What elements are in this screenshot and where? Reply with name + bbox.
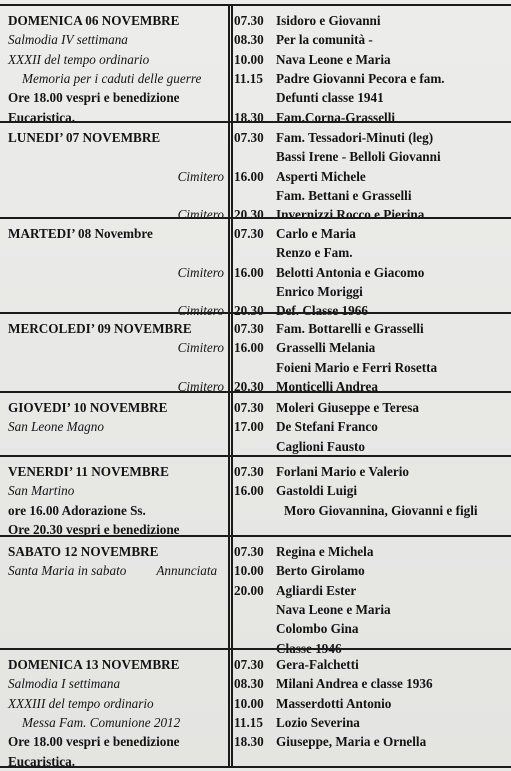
mass-intention: Enrico Moriggi [276,283,363,299]
day-header: MERCOLEDI’ 09 NOVEMBRE [8,321,192,336]
day-note-text: Eucaristica. [8,753,76,769]
day-note-text: Salmodia I settimana [8,676,121,692]
day-note-suffix: Annunciata [156,563,218,579]
mass-row [0,675,511,693]
mass-intention: Carlo e Maria [276,226,356,241]
mass-intention: Padre Giovanni Pecora e fam. [276,70,445,86]
mass-time: 10.00 [234,695,264,711]
mass-intention: Foieni Mario e Ferri Rosetta [276,359,438,375]
mass-intention: Classe 1946 [276,640,342,656]
mass-row [0,733,511,751]
mass-time: 07.30 [234,400,264,415]
mass-row [0,399,511,417]
day-note-text: San Martino [8,483,75,499]
day-block [0,391,511,457]
mass-row [0,656,511,674]
mass-row [0,12,511,30]
mass-intention: Regina e Michela [276,544,374,559]
mass-intention: Fam. Tessadori-Minuti (leg) [276,130,434,145]
mass-row [0,70,511,88]
mass-time: 20.30 [234,303,264,319]
mass-row [0,168,511,186]
mass-intention: Forlani Mario e Valerio [276,464,409,479]
mass-time: 18.30 [234,734,264,750]
day-note-text: Santa Maria in sabato [8,563,127,579]
mass-row [0,502,511,520]
mass-row [0,339,511,357]
mass-time: 07.30 [234,657,264,672]
mass-row [0,359,511,377]
mass-row [0,148,511,166]
mass-row [0,51,511,69]
mass-time: 16.00 [234,264,264,280]
mass-intention: De Stefani Franco [276,419,378,435]
day-note-text: San Leone Magno [8,419,104,435]
mass-intention: Colombo Gina [276,621,359,637]
mass-time: 08.30 [234,676,264,692]
mass-intention: Nava Leone e Maria [276,51,391,67]
day-header: MARTEDI’ 08 Novembre [8,226,153,241]
mass-time: 08.30 [234,32,264,48]
mass-row [0,31,511,49]
cemetery-label: Cimitero [177,168,224,184]
mass-intention: Gera-Falchetti [276,657,359,672]
mass-time: 20.00 [234,582,264,598]
mass-time: 16.00 [234,483,264,499]
mass-intention: Moro Giovannina, Giovanni e figli [284,502,478,518]
mass-row [0,187,511,205]
mass-intention: Milani Andrea e classe 1936 [276,676,433,692]
mass-row [0,463,511,481]
cemetery-label: Cimitero [177,378,224,394]
mass-time: 07.30 [234,130,264,145]
mass-row [0,543,511,561]
mass-row [0,438,511,456]
mass-intention: Caglioni Fausto [276,438,366,454]
mass-intention: Belotti Antonia e Giacomo [276,264,425,280]
day-header: LUNEDI’ 07 NOVEMBRE [8,130,161,145]
mass-intention: Lozio Severina [276,714,360,730]
mass-row [0,562,511,580]
mass-intention: Masserdotti Antonio [276,695,392,711]
mass-time: 07.30 [234,544,264,559]
mass-intention: Renzo e Fam. [276,245,353,261]
mass-time: 17.00 [234,419,264,435]
mass-intention: Fam.Corna-Grasselli [276,109,396,125]
day-block [0,535,511,656]
mass-row [0,714,511,732]
day-header: GIOVEDI’ 10 NOVEMBRE [8,400,168,415]
mass-time: 16.00 [234,340,264,356]
mass-row [0,129,511,147]
mass-intention: Invernizzi Rocco e Pierina [276,207,425,223]
day-block [0,312,511,393]
mass-row [0,418,511,436]
day-note-text: XXXII del tempo ordinario [8,51,150,67]
mass-row [0,482,511,500]
mass-intention: Per la comunità - [276,32,373,48]
mass-time: 10.00 [234,51,264,67]
mass-row [0,244,511,262]
mass-row [0,283,511,301]
day-note-text: Ore 20.30 vespri e benedizione [8,521,180,537]
mass-row [0,225,511,243]
day-note-text: Eucaristica. [8,109,76,125]
day-header: DOMENICA 13 NOVEMBRE [8,657,180,672]
mass-time: 16.00 [234,168,264,184]
cemetery-label: Cimitero [177,207,224,223]
day-note-text: Memoria per i caduti delle guerre [22,70,202,86]
mass-intention: Moleri Giuseppe e Teresa [276,400,419,415]
day-note-text: ore 16.00 Adorazione Ss. [8,502,146,518]
mass-row [0,620,511,638]
mass-row [0,582,511,600]
mass-intention: Gastoldi Luigi [276,483,357,499]
day-note-text: Messa Fam. Comunione 2012 [22,714,181,730]
mass-row [0,89,511,107]
day-block [0,4,511,123]
day-block [0,121,511,223]
day-block [0,455,511,537]
mass-time: 07.30 [234,13,264,28]
mass-intention: Agliardi Ester [276,582,357,598]
mass-time: 11.15 [234,714,263,730]
day-header: DOMENICA 06 NOVEMBRE [8,13,180,28]
day-header: VENERDI’ 11 NOVEMBRE [8,464,169,479]
mass-intention: Berto Girolamo [276,563,365,579]
mass-intention: Grasselli Melania [276,340,376,356]
day-note-text: Ore 18.00 vespri e benedizione [8,90,180,106]
mass-intention: Defunti classe 1941 [276,90,384,106]
day-note-text: XXXIII del tempo ordinario [8,695,154,711]
mass-time: 07.30 [234,226,264,241]
mass-time: 20.30 [234,378,264,394]
mass-intention: Fam. Bottarelli e Grasselli [276,321,424,336]
mass-time: 20.30 [234,207,264,223]
mass-time: 10.00 [234,563,264,579]
mass-intention: Bassi Irene - Belloli Giovanni [276,149,441,165]
mass-row [0,264,511,282]
mass-row [0,695,511,713]
mass-intention: Giuseppe, Maria e Ornella [276,734,427,750]
mass-time: 18.30 [234,109,264,125]
cemetery-label: Cimitero [177,303,224,319]
mass-time: 07.30 [234,321,264,336]
mass-intention: Nava Leone e Maria [276,601,391,617]
mass-row [0,601,511,619]
day-block [0,217,511,319]
cemetery-label: Cimitero [177,340,224,356]
mass-time: 07.30 [234,464,264,479]
day-header: SABATO 12 NOVEMBRE [8,544,159,559]
mass-time: 11.15 [234,70,263,86]
mass-intention: Def. Classe 1966 [276,303,368,319]
mass-row [0,320,511,338]
day-block [0,648,511,768]
mass-intention: Fam. Bettani e Grasselli [276,187,412,203]
cemetery-label: Cimitero [177,264,224,280]
mass-intention: Asperti Michele [276,168,366,184]
day-note-text: Ore 18.00 vespri e benedizione [8,734,180,750]
mass-intention: Monticelli Andrea [276,378,378,394]
day-note-text: Salmodia IV settimana [8,32,128,48]
mass-intention: Isidoro e Giovanni [276,13,381,28]
